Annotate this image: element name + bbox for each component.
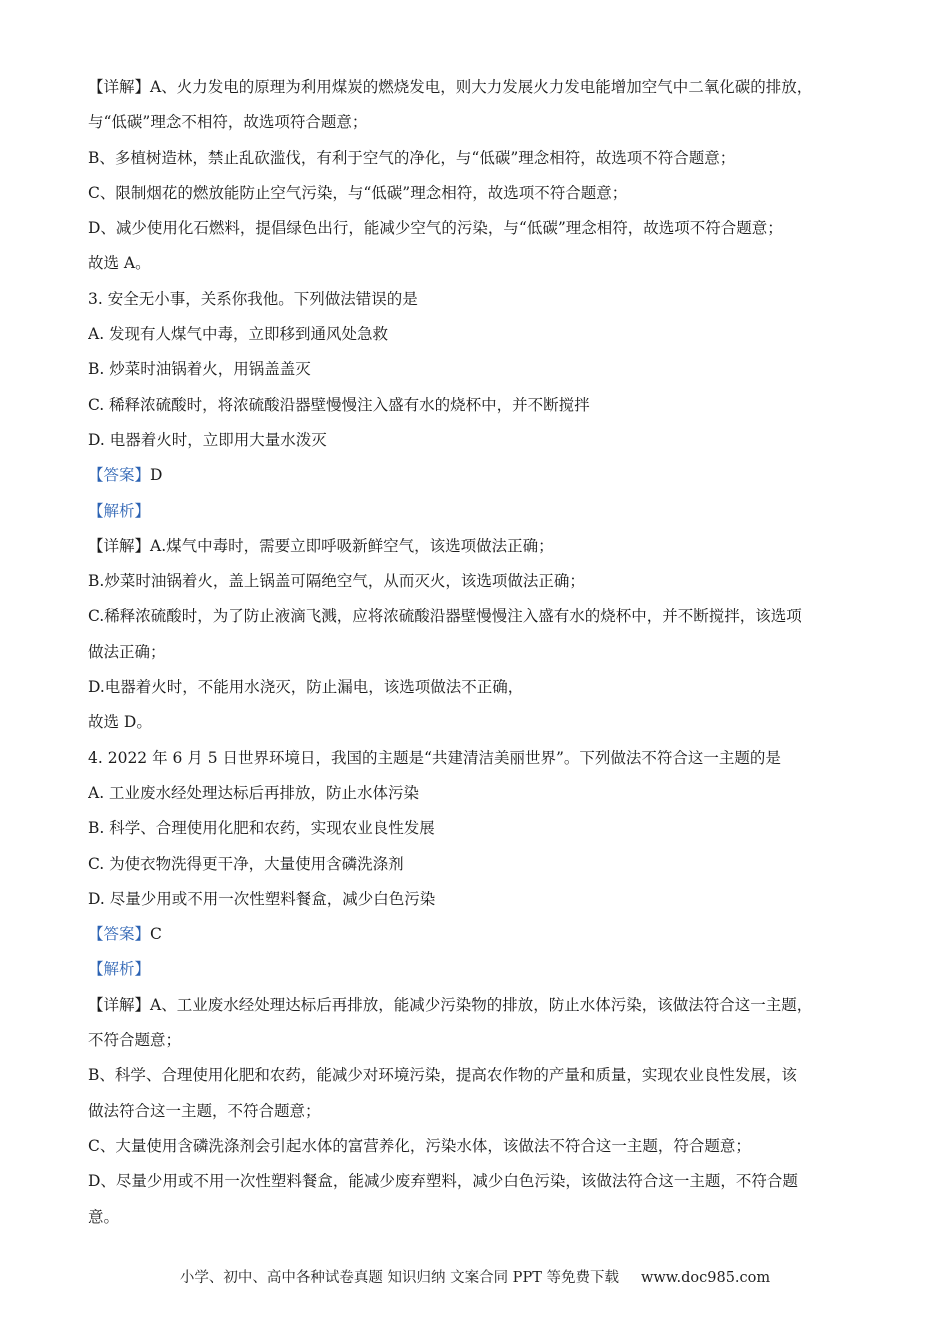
document-body [88,70,868,1235]
text-line [88,635,868,670]
text-line [88,211,868,246]
line-text: 与“低碳”理念不相符，故选项符合题意； [88,113,368,132]
line-text: C、大量使用含磷洗涤剂会引起水体的富营养化，污染水体，该做法不符合这一主题，符合题意； [88,1136,751,1155]
line-text: 意。 [88,1207,120,1226]
line-text: A. 发现有人煤气中毒，立即移到通风处急救 [88,325,389,344]
line-text: 【详解】A、火力发电的原理为利用煤炭的燃烧发电，则大力发展火力发电能增加空气中二氧化碳的排放， [88,78,813,96]
line-text: 【详解】A.煤气中毒时，需要立即呼吸新鲜空气，该选项做法正确； [88,536,554,555]
text-line [88,847,868,882]
line-text: C.稀释浓硫酸时，为了防止液滴飞溅，应将浓硫酸沿器壁慢慢注入盛有水的烧杯中，并不断搅拌，该选项 [88,607,802,626]
text-line [88,882,868,917]
text-line [88,246,868,281]
line-text: D、减少使用化石燃料，提倡绿色出行，能减少空气的污染，与“低碳”理念相符，故选项不符合题意； [88,219,783,238]
line-text: C [150,925,162,944]
line-text: 不符合题意； [88,1031,182,1050]
line-text: B. 炒菜时油锅着火，用锅盖盖灭 [88,360,311,379]
text-line [88,599,868,634]
text-line [88,1094,868,1129]
text-line [88,1023,868,1058]
text-line [88,388,868,423]
line-text: C. 为使衣物洗得更干净，大量使用含磷洗涤剂 [88,854,404,873]
text-line [88,952,868,987]
line-text: D [150,466,163,485]
line-text: B. 科学、合理使用化肥和农药，实现农业良性发展 [88,819,435,838]
text-line [88,352,868,387]
text-line [88,705,868,740]
text-line [88,282,868,317]
page-footer [0,1266,950,1287]
line-text: C、限制烟花的燃放能防止空气污染，与“低碳”理念相符，故选项不符合题意； [88,183,628,202]
footer-url[interactable]: www.doc985.com [640,1270,771,1286]
section-tag: 【解析】 [88,501,151,520]
text-line [88,917,868,952]
line-text: 3. 安全无小事，关系你我他。下列做法错误的是 [88,289,418,308]
line-text: 做法符合这一主题，不符合题意； [88,1101,321,1120]
text-line [88,141,868,176]
line-text: B.炒菜时油锅着火，盖上锅盖可隔绝空气，从而灭火，该选项做法正确； [88,572,585,591]
text-line [88,811,868,846]
text-line [88,70,868,105]
line-text: D.电器着火时，不能用水浇灭，防止漏电，该选项做法不正确， [88,678,524,697]
line-text: B、科学、合理使用化肥和农药，能减少对环境污染，提高农作物的产量和质量，实现农业良性发展，该 [88,1066,797,1085]
line-text: D、尽量少用或不用一次性塑料餐盒，能减少废弃塑料，减少白色污染，该做法符合这一主题，不符合题 [88,1172,798,1191]
text-line [88,529,868,564]
text-line [88,176,868,211]
text-line [88,670,868,705]
line-text: C. 稀释浓硫酸时，将浓硫酸沿器壁慢慢注入盛有水的烧杯中，并不断搅拌 [88,395,590,414]
text-line [88,988,868,1023]
line-text: A. 工业废水经处理达标后再排放，防止水体污染 [88,783,420,802]
line-text: 做法正确； [88,642,166,661]
section-tag: 【答案】 [88,925,151,944]
text-line [88,1129,868,1164]
line-text: D. 尽量少用或不用一次性塑料餐盒，减少白色污染 [88,889,436,908]
text-line [88,564,868,599]
text-line [88,741,868,776]
text-line [88,458,868,493]
text-line [88,105,868,140]
line-text: 故选 D。 [88,713,152,732]
text-line [88,423,868,458]
footer-text: 小学、初中、高中各种试卷真题 知识归纳 文案合同 PPT 等免费下载 [179,1270,619,1286]
text-line [88,776,868,811]
text-line [88,1058,868,1093]
text-line [88,1200,868,1235]
line-text: 【详解】A、工业废水经处理达标后再排放，能减少污染物的排放，防止水体污染，该做法符合这一主题， [88,995,813,1014]
text-line [88,1164,868,1199]
line-text: 故选 A。 [88,254,151,273]
text-line [88,317,868,352]
section-tag: 【解析】 [88,960,151,979]
line-text: 4. 2022 年 6 月 5 日世界环境日，我国的主题是“共建清洁美丽世界”。下列做法不符合这一主题的是 [88,748,781,767]
text-line [88,494,868,529]
line-text: D. 电器着火时，立即用大量水泼灭 [88,430,327,449]
section-tag: 【答案】 [88,466,151,485]
line-text: B、多植树造林，禁止乱砍滥伐，有利于空气的净化，与“低碳”理念相符，故选项不符合题意； [88,148,736,167]
